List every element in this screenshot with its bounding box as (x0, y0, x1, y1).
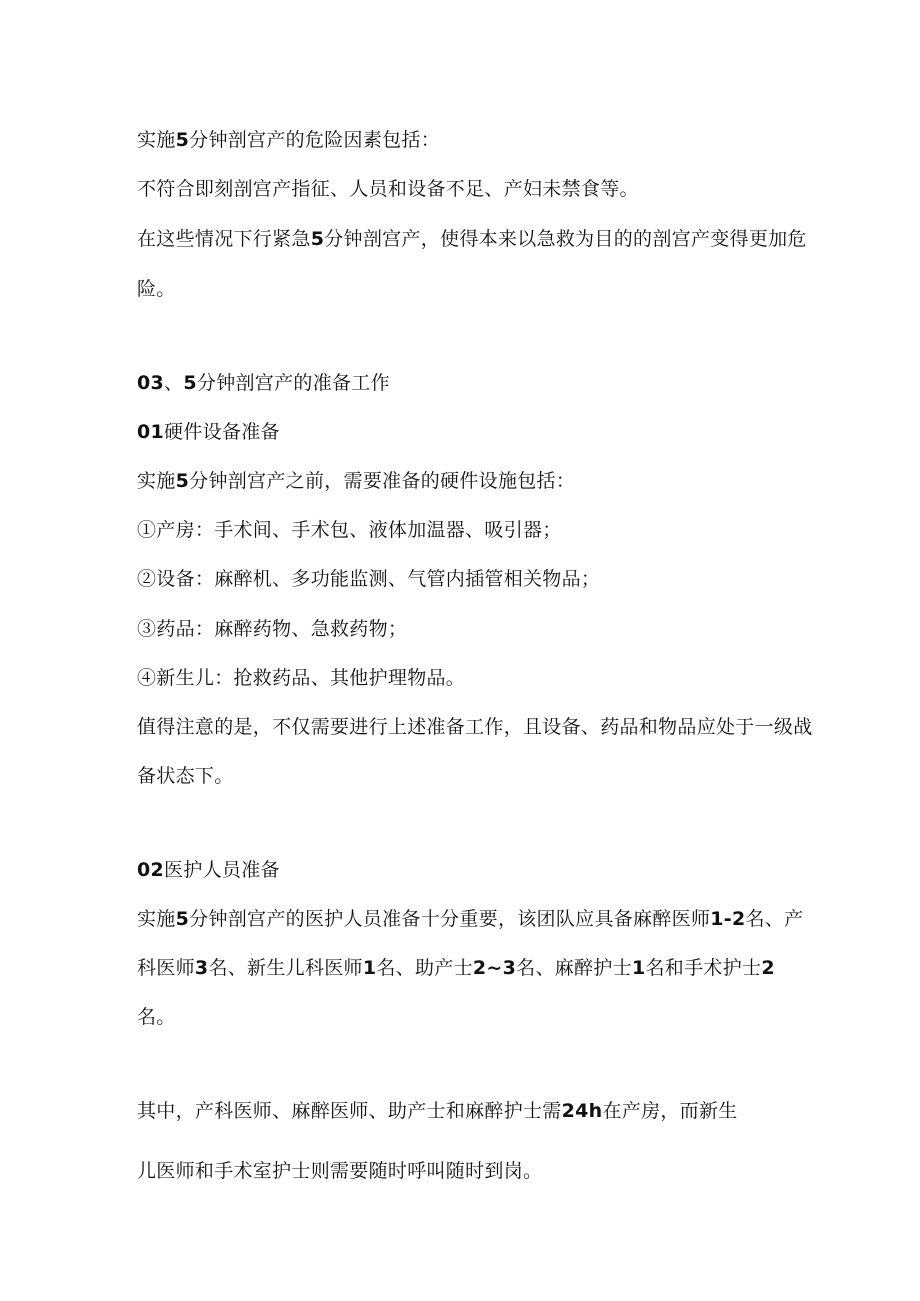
staff-line-2: 科医师3名、新生儿科医师1名、助产士2~3名、麻醉护士1名和手术护士2 (137, 957, 775, 979)
staff-line-1: 实施5分钟剖宫产的医护人员准备十分重要，该团队应具备麻醉医师1-2名、产 (137, 908, 804, 930)
hardware-item: ③药品：麻醉药物、急救药物； (137, 618, 408, 640)
section3-heading: 03、5分钟剖宫产的准备工作 (137, 372, 390, 394)
hardware-item: ④新生儿：抢救药品、其他护理物品。 (137, 667, 466, 689)
hardware-note-line-1: 值得注意的是，不仅需要进行上述准备工作，且设备、药品和物品应处于一级战 (137, 716, 813, 738)
risk-consequence-line-2: 险。 (137, 278, 176, 300)
hardware-item: ①产房：手术间、手术包、液体加温器、吸引器； (137, 519, 562, 541)
staff-duty-line-1: 其中，产科医师、麻醉医师、助产士和麻醉护士需24h在产房，而新生 (137, 1100, 738, 1122)
risk-consequence-line-1: 在这些情况下行紧急5分钟剖宫产，使得本来以急救为目的的剖宫产变得更加危 (137, 228, 807, 250)
sub1-heading: 01硬件设备准备 (137, 421, 280, 443)
hardware-item: ②设备：麻醉机、多功能监测、气管内插管相关物品； (137, 568, 601, 590)
sub2-heading: 02医护人员准备 (137, 859, 280, 881)
staff-duty-line-2: 儿医师和手术室护士则需要随时呼叫随时到岗。 (137, 1160, 543, 1182)
staff-line-3: 名。 (137, 1006, 176, 1028)
risk-intro: 实施5分钟剖宫产的危险因素包括： (137, 129, 441, 151)
risk-factors: 不符合即刻剖宫产指征、人员和设备不足、产妇未禁食等。 (137, 178, 639, 200)
hardware-note-line-2: 备状态下。 (137, 765, 234, 787)
hardware-intro: 实施5分钟剖宫产之前，需要准备的硬件设施包括： (137, 470, 576, 492)
